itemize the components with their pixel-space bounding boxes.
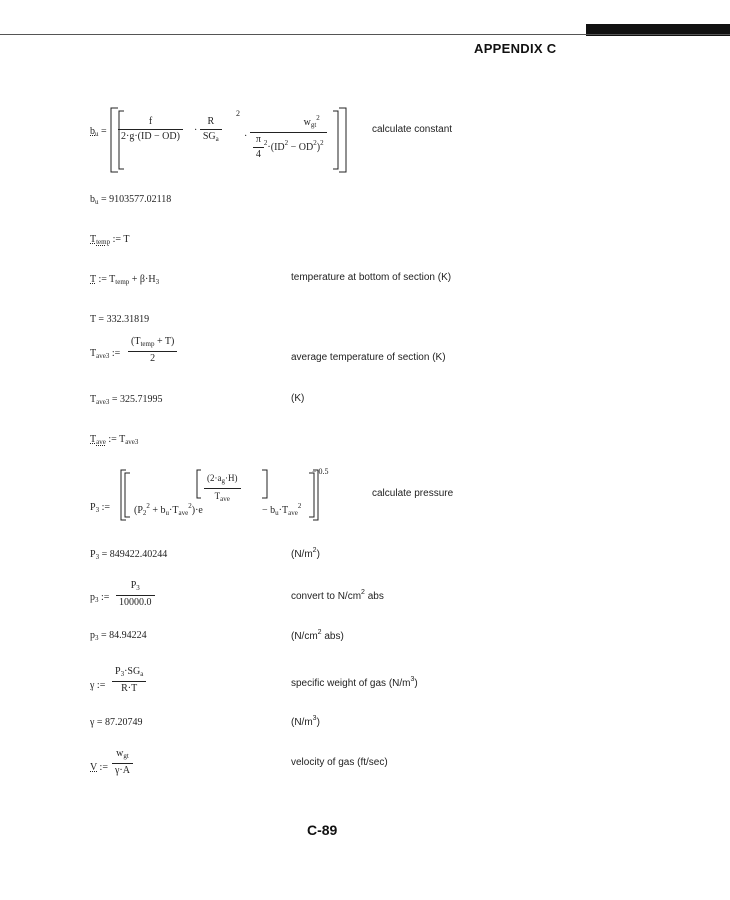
tave3-definition-lhs: $T_{ave3}$ := <box>90 348 121 360</box>
bu-value: $b_u = 9103577.02118$ <box>90 194 172 206</box>
page-title: APPENDIX C <box>474 41 557 56</box>
p3-comment: calculate pressure <box>372 488 454 499</box>
velocity-comment: velocity of gas (ft/sec) <box>291 757 388 768</box>
page-number: C-89 <box>307 822 338 838</box>
gamma-unit: $(N/m^3)$ <box>291 715 320 728</box>
p3-unit: $(N/m^2)$ <box>291 547 320 560</box>
header-rule <box>0 34 730 35</box>
p3-small-fraction: $\frac{P_3}{10000.0}$ <box>116 580 155 609</box>
tave-assignment: $T_{ave}$ := $T_{ave3}$ <box>90 434 139 446</box>
t-definition-comment: temperature at bottom of section (K) <box>291 272 452 283</box>
gamma-definition-lhs: γ := <box>90 680 106 691</box>
gamma-value: γ = 87.20749 <box>90 717 143 728</box>
p3-small-unit: ($N/cm^2$ abs) <box>291 629 344 642</box>
bu-flow-term: · $w_{gt}^2$ $\frac{\pi}{4}$ $^2\cdot(ID^2 - OD^2)^2$ <box>244 112 327 161</box>
p3-value: $P_3 = 849422.40244$ <box>90 549 168 561</box>
t-value: T = 332.31819 <box>90 314 150 325</box>
p3-small-comment: convert to $N/cm^2$ abs <box>291 589 384 602</box>
bu-ratio-term: · $\frac{R}{SG_a}$ <box>194 116 222 145</box>
p3-minus-term: − $b_u\cdot T_{ave}^2$ <box>262 502 302 517</box>
gamma-fraction: $\frac{P_3\cdot SG_a}{R\cdot T}$ <box>112 666 146 695</box>
p3-small-definition-lhs: $p_3$ := <box>90 592 110 604</box>
tave3-comment: average temperature of section (K) <box>291 352 446 363</box>
bu-equation-lhs: $b_u$ = <box>90 126 107 138</box>
t-definition: T := $T_{temp} + \beta\cdot H_3$ <box>90 274 160 286</box>
tave3-value: $T_{ave3} = 325.71995$ <box>90 394 163 406</box>
bu-comment: calculate constant <box>372 124 453 135</box>
p3-small-value: $p_3 = 84.94224$ <box>90 630 147 642</box>
p3-inner-term: $(P_2^2 + b_u\cdot T_{ave}^2)\cdot e$ <box>134 502 203 517</box>
bu-ratio-exponent: 2 <box>236 109 240 118</box>
gamma-comment: specific weight of gas $(N/m^3)$ <box>291 676 418 689</box>
tave3-unit: (K) <box>291 393 305 404</box>
p3-power: − 0.5 <box>312 467 329 476</box>
p3-exponent-fraction: $\frac{(2\cdot a_g\cdot H)}{T_{ave}}$ <box>204 472 241 505</box>
p3-definition-lhs: $P_3$ := <box>90 502 110 514</box>
tave3-definition-fraction: $\frac{(T_{temp} + T)}{2}$ <box>128 336 177 365</box>
velocity-definition-lhs: V := <box>90 762 108 773</box>
velocity-fraction: $\frac{w_{gt}}{\gamma\cdot A}$ <box>112 748 133 777</box>
ttemp-assignment: $T_{temp}$ := T <box>90 234 130 246</box>
bu-friction-term: $\frac{f}{2\cdot g\cdot(ID - OD)}$ <box>118 116 183 143</box>
